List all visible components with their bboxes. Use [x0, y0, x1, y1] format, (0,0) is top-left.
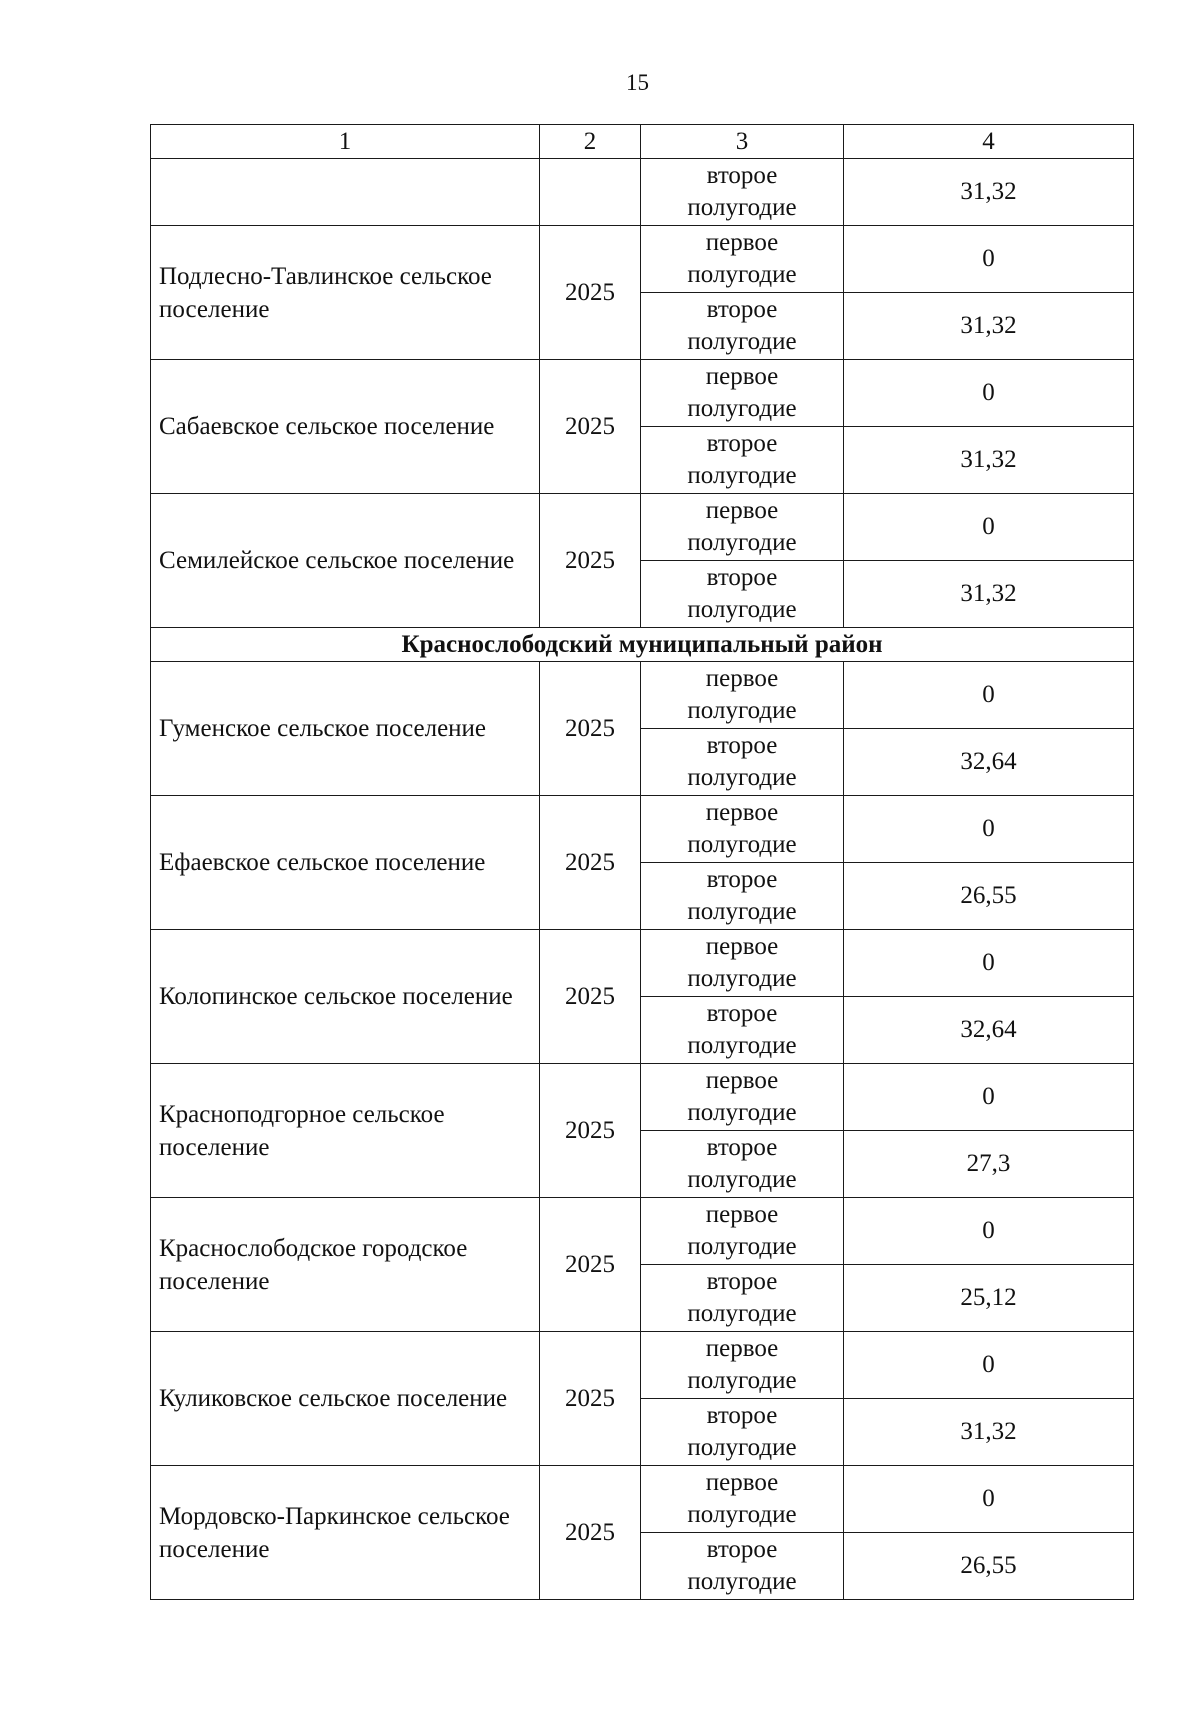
settlement-name-cell: Сабаевское сельское поселение: [151, 360, 540, 494]
year-cell: 2025: [540, 1332, 641, 1466]
year-cell: 2025: [540, 796, 641, 930]
settlement-name-cell: Куликовское сельское поселение: [151, 1332, 540, 1466]
year-cell: 2025: [540, 360, 641, 494]
period-cell: первое полугодие: [641, 1198, 844, 1265]
value-cell: 0: [844, 1332, 1134, 1399]
value-cell: 0: [844, 796, 1134, 863]
period-cell: второе полугодие: [641, 561, 844, 628]
value-cell: 0: [844, 226, 1134, 293]
period-cell: первое полугодие: [641, 226, 844, 293]
value-cell: 26,55: [844, 1533, 1134, 1600]
table-row: [151, 360, 1134, 427]
value-cell: 32,64: [844, 997, 1134, 1064]
table-row: [151, 1198, 1134, 1265]
column-header: 1: [151, 125, 540, 159]
value-cell: 32,64: [844, 729, 1134, 796]
page-number: 15: [626, 70, 649, 95]
settlement-name-cell: Семилейское сельское поселение: [151, 494, 540, 628]
value-cell: 31,32: [844, 561, 1134, 628]
value-cell: 0: [844, 1064, 1134, 1131]
period-cell: второе полугодие: [641, 1533, 844, 1600]
table-row: [151, 1064, 1134, 1131]
value-cell: 0: [844, 1198, 1134, 1265]
table-row: [151, 930, 1134, 997]
value-cell: 31,32: [844, 293, 1134, 360]
settlement-name-cell: Мордовско-Паркинское сельское поселение: [151, 1466, 540, 1600]
column-header-row: [151, 125, 1134, 159]
value-cell: 0: [844, 360, 1134, 427]
period-cell: второе полугодие: [641, 293, 844, 360]
year-cell: 2025: [540, 226, 641, 360]
value-cell: 0: [844, 930, 1134, 997]
year-cell: 2025: [540, 494, 641, 628]
period-cell: первое полугодие: [641, 1332, 844, 1399]
settlement-name-cell: Подлесно-Тавлинское сельское поселение: [151, 226, 540, 360]
settlement-name-cell: Колопинское сельское поселение: [151, 930, 540, 1064]
year-cell: 2025: [540, 1064, 641, 1198]
table-row: [151, 159, 1134, 226]
year-cell: 2025: [540, 1198, 641, 1332]
table-row: [151, 1332, 1134, 1399]
data-table: [150, 124, 1134, 1600]
value-cell: 26,55: [844, 863, 1134, 930]
table-row: [151, 796, 1134, 863]
period-cell: второе полугодие: [641, 997, 844, 1064]
value-cell: 25,12: [844, 1265, 1134, 1332]
period-cell: первое полугодие: [641, 796, 844, 863]
value-cell: 31,32: [844, 1399, 1134, 1466]
period-cell: второе полугодие: [641, 1265, 844, 1332]
table-row: [151, 662, 1134, 729]
settlement-name-cell: Краснослободское городское поселение: [151, 1198, 540, 1332]
year-cell: 2025: [540, 662, 641, 796]
section-title: Краснослободский муниципальный район: [151, 628, 1134, 662]
value-cell: 31,32: [844, 159, 1134, 226]
period-cell: первое полугодие: [641, 662, 844, 729]
period-cell: второе полугодие: [641, 863, 844, 930]
settlement-name-cell: Красноподгорное сельское поселение: [151, 1064, 540, 1198]
year-cell: 2025: [540, 930, 641, 1064]
value-cell: 0: [844, 1466, 1134, 1533]
period-cell: первое полугодие: [641, 1064, 844, 1131]
period-cell: первое полугодие: [641, 494, 844, 561]
period-cell: первое полугодие: [641, 360, 844, 427]
period-cell: второе полугодие: [641, 1131, 844, 1198]
period-cell: первое полугодие: [641, 930, 844, 997]
table-row: [151, 494, 1134, 561]
table-row: [151, 226, 1134, 293]
period-cell: второе полугодие: [641, 729, 844, 796]
value-cell: 27,3: [844, 1131, 1134, 1198]
column-header: 2: [540, 125, 641, 159]
column-header: 4: [844, 125, 1134, 159]
period-cell: второе полугодие: [641, 1399, 844, 1466]
settlement-name-cell: Ефаевское сельское поселение: [151, 796, 540, 930]
settlement-name-cell: Гуменское сельское поселение: [151, 662, 540, 796]
column-header: 3: [641, 125, 844, 159]
table-row: [151, 1466, 1134, 1533]
period-cell: первое полугодие: [641, 1466, 844, 1533]
period-cell: второе полугодие: [641, 159, 844, 226]
year-cell: 2025: [540, 1466, 641, 1600]
value-cell: 31,32: [844, 427, 1134, 494]
period-cell: второе полугодие: [641, 427, 844, 494]
section-header-row: [151, 628, 1134, 662]
settlement-name-cell: [151, 159, 540, 226]
value-cell: 0: [844, 662, 1134, 729]
value-cell: 0: [844, 494, 1134, 561]
year-cell: [540, 159, 641, 226]
